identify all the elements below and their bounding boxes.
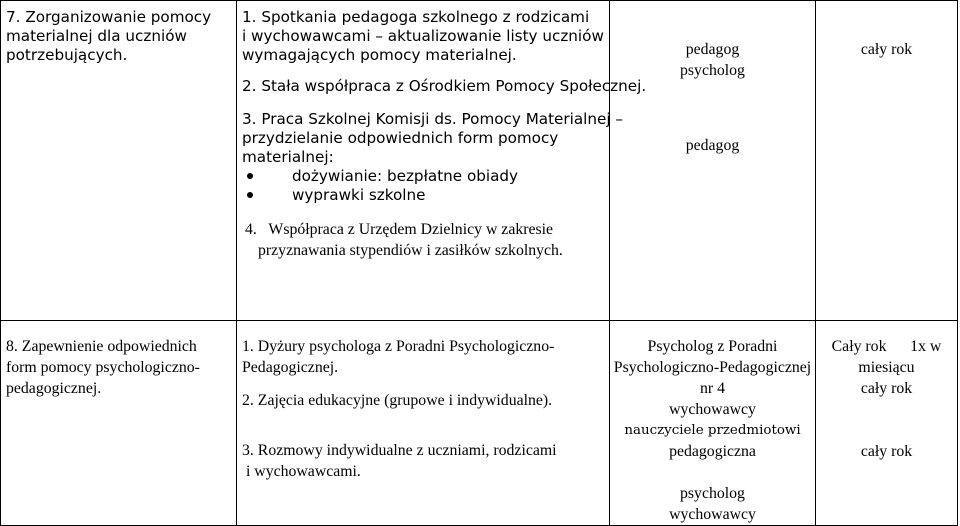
table-row [1, 321, 958, 526]
responsible-line: psycholog [680, 485, 745, 502]
responsible-line: Psychologiczno-Pedagogicznej [613, 359, 812, 376]
action-line: i wychowawcami – aktualizowanie listy uczniów [242, 27, 604, 45]
responsible-line: pedagog [685, 41, 740, 58]
bullet-item: dożywianie: bezpłatne obiady [242, 167, 609, 186]
responsible-line: nr 4 [699, 380, 725, 397]
term-cell [816, 321, 958, 526]
responsible-line [610, 462, 815, 483]
action-line: 4. Współpraca z Urzędem Dzielnicy w zakresie [245, 221, 554, 238]
actions-cell [237, 321, 610, 526]
responsible-line: nauczyciele przedmiotowi [624, 423, 801, 438]
responsible-cell [610, 1, 816, 321]
term-cell [816, 1, 958, 321]
action-line: materialnej: [242, 148, 334, 166]
responsible-line: pedagog [685, 137, 740, 154]
task-cell [1, 321, 237, 526]
responsible-line: wychowawcy [669, 506, 756, 523]
responsible-line: psycholog [680, 62, 745, 79]
action-line: 2. Zajęcia edukacyjne (grupowe i indywidualne). [242, 392, 553, 409]
action-line: 2. Stała współpraca z Ośrodkiem Pomocy Społecznej. [242, 77, 647, 95]
actions-cell [237, 1, 647, 321]
action-line: 3. Rozmowy indywidualne z uczniami, rodzicami [242, 442, 557, 459]
action-line: przydzielanie odpowiednich form pomocy [242, 129, 559, 147]
task-line: 7. Zorganizowanie pomocy [6, 8, 212, 26]
term-line: miesiącu [858, 359, 915, 376]
responsible-line: pedagogiczna [669, 443, 756, 460]
task-line: pedagogicznej. [6, 380, 102, 397]
table-row [1, 1, 958, 321]
responsible-line: Psycholog z Poradni [647, 338, 778, 355]
action-line: wymagających pomocy materialnej. [242, 46, 517, 64]
responsible-cell [610, 321, 816, 526]
action-line: 1. Dyżury psychologa z Poradni Psychologiczno- [242, 338, 555, 355]
action-line: przyznawania stypendiów i zasiłków szkolnych. [258, 242, 563, 259]
task-cell [1, 1, 237, 321]
task-line: materialnej dla uczniów [6, 27, 187, 45]
task-line: form pomocy psychologiczno- [6, 359, 200, 376]
bullet-item: wyprawki szkolne [242, 186, 609, 205]
task-line: 8. Zapewnienie odpowiednich [6, 338, 197, 355]
action-line: Pedagogicznej. [242, 359, 339, 376]
term-line [816, 420, 957, 441]
term-line: Cały rok 1x w [831, 338, 942, 355]
action-line: 1. Spotkania pedagoga szkolnego z rodzicami [242, 8, 590, 26]
term-line [816, 399, 957, 420]
action-line: i wychowawcami. [242, 463, 361, 480]
responsible-line: wychowawcy [669, 401, 756, 418]
task-line: potrzebujących. [6, 46, 128, 64]
action-line: 3. Praca Szkolnej Komisji ds. Pomocy Materialnej – [242, 110, 624, 128]
term-line: cały rok [860, 41, 913, 58]
term-line: cały rok [860, 443, 913, 460]
term-line: cały rok [860, 380, 913, 397]
